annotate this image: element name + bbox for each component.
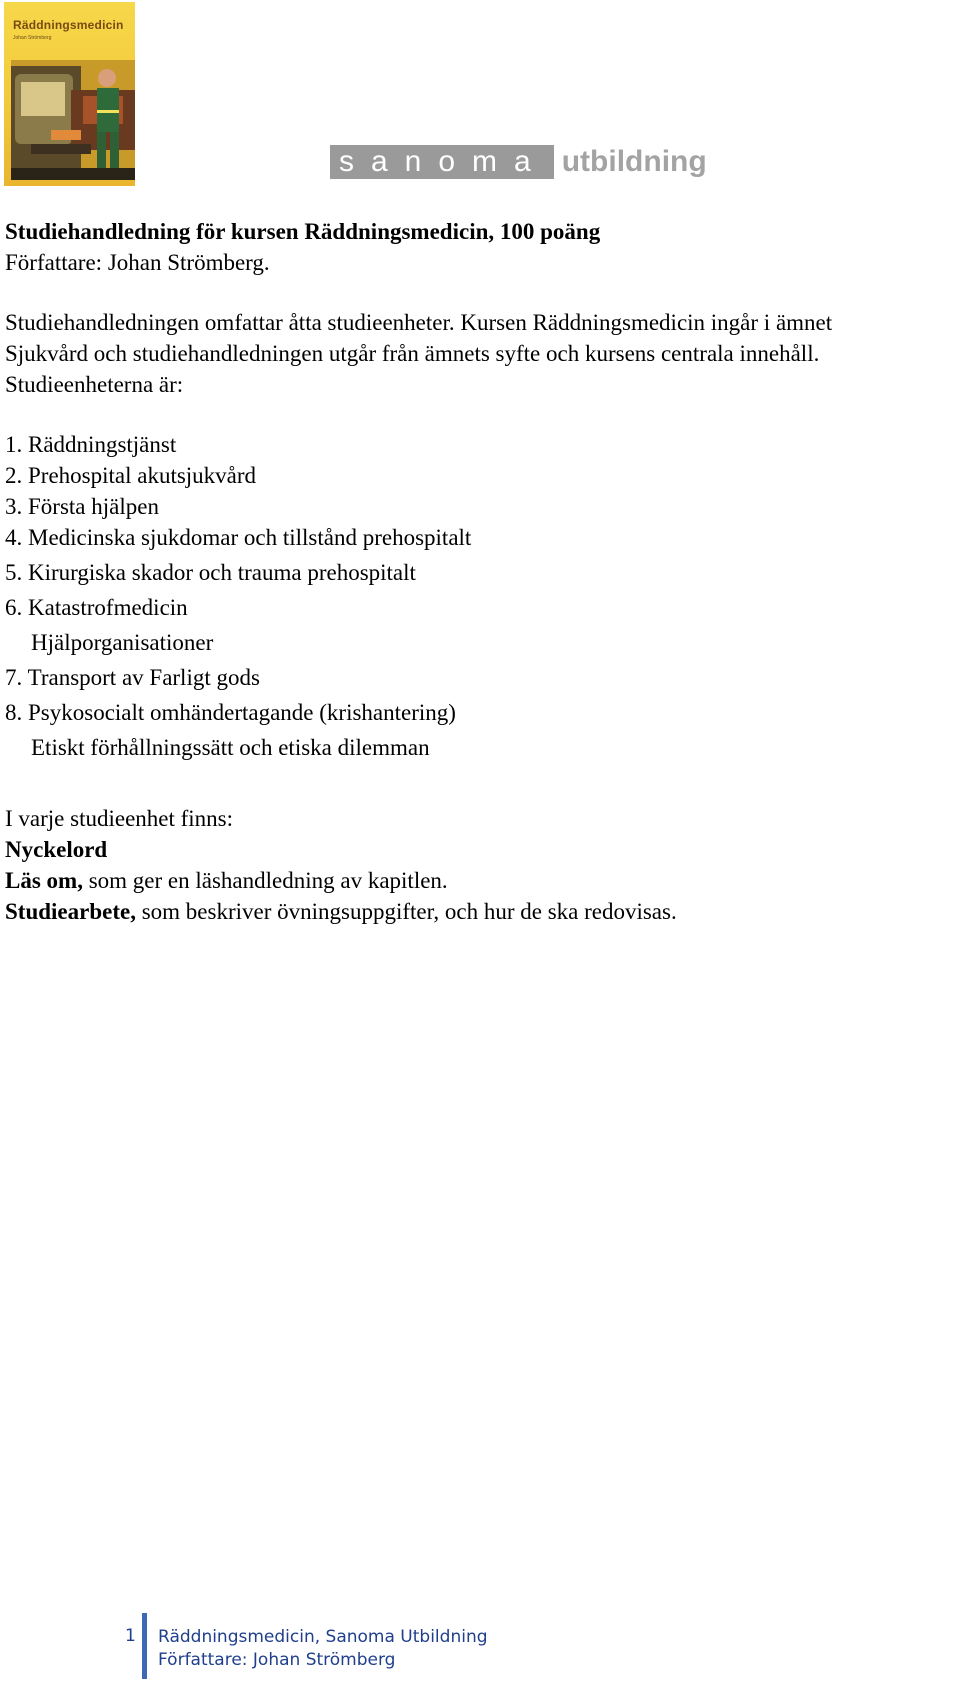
cover-author: Johan Strömberg: [13, 35, 52, 41]
footer-line-2: Författare: Johan Strömberg: [158, 1650, 396, 1670]
cover-photo: [11, 60, 135, 180]
intro-line: Studieenheterna är:: [5, 372, 184, 397]
cover-title: Räddningsmedicin: [13, 18, 124, 32]
list-item: 3. Första hjälpen: [5, 494, 159, 519]
each-unit-intro: I varje studieenhet finns:: [5, 806, 234, 831]
list-item: 5. Kirurgiska skador och trauma prehospitalt: [5, 560, 416, 585]
footer-divider: [142, 1613, 147, 1679]
logo-word: utbildning: [561, 145, 707, 178]
list-item: Hjälporganisationer: [31, 630, 214, 655]
footer-text: [158, 1613, 488, 1679]
page-number: 1: [125, 1626, 136, 1646]
read-label: Läs om,: [5, 868, 83, 893]
list-item: 8. Psykosocialt omhändertagande (krishantering): [5, 700, 456, 725]
read-line: [5, 865, 955, 896]
publisher-logo: [330, 144, 707, 180]
footer-line-1: Räddningsmedicin, Sanoma Utbildning: [158, 1627, 488, 1647]
list-item: Etiskt förhållningssätt och etiska dilemman: [31, 735, 430, 760]
keywords-label: Nyckelord: [5, 837, 108, 862]
list-item: 6. Katastrofmedicin: [5, 595, 188, 620]
work-line: [5, 896, 955, 927]
logo-brand: sanoma: [330, 145, 554, 179]
list-item: 4. Medicinska sjukdomar och tillstånd prehospitalt: [5, 525, 472, 550]
list-item: 1. Räddningstjänst: [5, 432, 177, 457]
unit-list: [5, 429, 955, 767]
book-cover-image: [4, 2, 135, 186]
list-item: 2. Prehospital akutsjukvård: [5, 463, 257, 488]
author-line: Författare: Johan Strömberg.: [5, 250, 270, 275]
intro-line: Studiehandledningen omfattar åtta studieenheter. Kursen Räddningsmedicin ingår i ämnet: [5, 310, 833, 335]
document-title: Studiehandledning för kursen Räddningsmedicin, 100 poäng: [5, 219, 601, 244]
document-body: [5, 216, 955, 927]
work-label: Studiearbete,: [5, 899, 136, 924]
page-footer: [125, 1613, 488, 1679]
work-text: som beskriver övningsuppgifter, och hur de ska redovisas.: [135, 899, 677, 924]
list-item: 7. Transport av Farligt gods: [5, 665, 260, 690]
read-text: som ger en läshandledning av kapitlen.: [82, 868, 448, 893]
intro-line: Sjukvård och studiehandledningen utgår från ämnets syfte och kursens centrala innehåll.: [5, 341, 820, 366]
